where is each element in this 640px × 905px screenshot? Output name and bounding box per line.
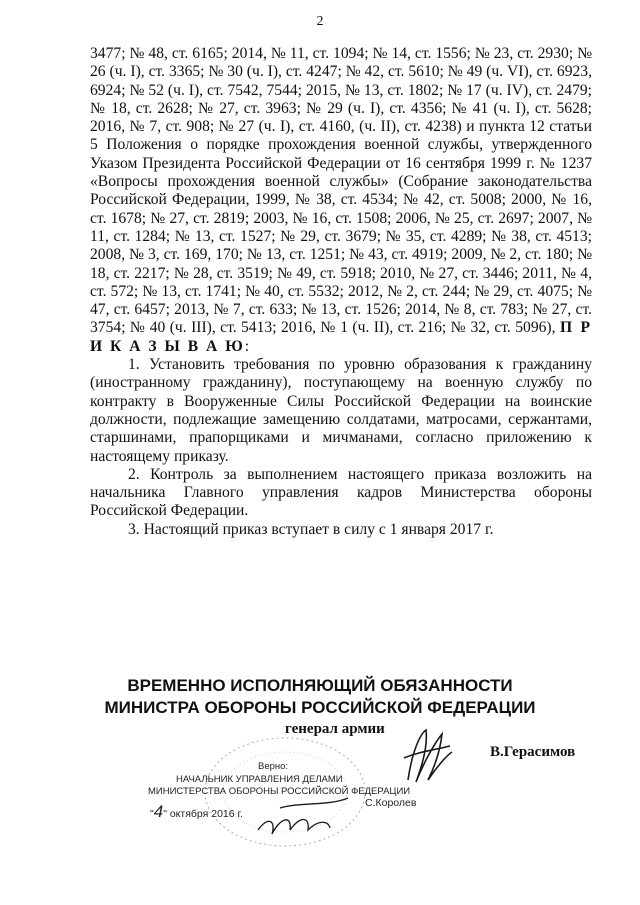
- certifier-position-line-1: НАЧАЛЬНИК УПРАВЛЕНИЯ ДЕЛАМИ: [176, 774, 343, 785]
- date-day-handwritten: 4: [153, 802, 164, 821]
- order-keyword: П Р И К А З Ы В А Ю: [90, 319, 592, 355]
- page-number: 2: [316, 14, 324, 29]
- signatory-title-line-2: МИНИСТРА ОБОРОНЫ РОССИЙСКОЙ ФЕДЕРАЦИИ: [104, 698, 536, 717]
- order-keyword-colon: :: [244, 337, 250, 355]
- legal-references-paragraph: [90, 45, 592, 356]
- signatory-name: В.Герасимов: [490, 744, 576, 760]
- certifier-position-line-2: МИНИСТЕРСТВА ОБОРОНЫ РОССИЙСКОЙ ФЕДЕРАЦИИ: [148, 786, 411, 797]
- legal-references-text: 3477; № 48, ст. 6165; 2014, № 11, ст. 1094; № 14, ст. 1556; № 23, ст. 2930; № 26 (ч. I), ст. 3365; № 30 (ч. I), ст. 4247; № 42, ст. 5610; № 49 (ч. VI), ст. 6923, 6924; № 52 (ч. I), ст. 7542, 7544; 2015, № 13, ст. 1802; № 17 (ч. IV), ст. 2479; № 18, ст. 2628; № 27, ст. 3963; № 29 (ч. I), ст. 4356; № 41 (ч. I), ст. 5628; 2016, № 7, ст. 908; № 27 (ч. I), ст. 4160, (ч. II), ст. 4238) и пункта 12 статьи 5 Положения о порядке прохождения военной службы, утвержденного Указом Президента Российской Федерации от 16 сентября 1999 г. № 1237 «Вопросы прохождения военной службы» (Собрание законодательства Российской Федерации, 1999, № 38, ст. 4534; № 42, ст. 5008; 2000, № 16, ст. 1678; № 27, ст. 2819; 2003, № 16, ст. 1508; 2006, № 25, ст. 2697; 2007, № 11, ст. 1284; № 13, ст. 1527; № 29, ст. 3679; № 35, ст. 4289; № 38, ст. 4513; 2008, № 3, ст. 169, 170; № 13, ст. 1251; № 43, ст. 4919; 2009, № 2, ст. 180; № 18, ст. 2217; № 28, ст. 3519; № 49, ст. 5918; 2010, № 27, ст. 3446; 2011, № 4, ст. 572; № 13, ст. 1741; № 40, ст. 5532; 2012, № 2, ст. 244; № 29, ст. 4075; № 47, ст. 6457; 2013, № 7, ст. 633; № 13, ст. 1526; 2014, № 8, ст. 783; № 27, ст. 3754; № 40 (ч. III), ст. 5413; 2016, № 1 (ч. II), ст. 216; № 32, ст. 5096),: [90, 45, 592, 337]
- date-open-quote: ": [150, 808, 154, 820]
- signatory-rank: генерал армии: [285, 721, 385, 737]
- document-body: [90, 45, 592, 539]
- order-item-1: 1. Установить требования по уровню образования к гражданину (иностранному гражданину), поступающему на военную службу по контракту в Вооруженные Силы Российской Федерации на воинские должности, подлежащие замещению солдатами, матросами, сержантами, старшинами, прапорщиками и мичманами, согласно приложению к настоящему приказу.: [90, 356, 592, 465]
- certifier-name: С.Королев: [365, 797, 417, 809]
- order-item-2: 2. Контроль за выполнением настоящего приказа возложить на начальника Главного управления кадров Министерства обороны Российской Федерации.: [90, 465, 592, 520]
- certification-verno: Верно:: [258, 761, 289, 772]
- certifier-handwritten-signature-icon: [250, 790, 360, 850]
- order-item-3: 3. Настоящий приказ вступает в силу с 1 января 2017 г.: [128, 520, 494, 538]
- date-month-year: " октября 2016 г.: [163, 808, 243, 820]
- certification-date: [150, 802, 243, 821]
- minister-handwritten-signature-icon: [398, 722, 458, 792]
- signatory-title-line-1: ВРЕМЕННО ИСПОЛНЯЮЩИЙ ОБЯЗАННОСТИ: [127, 676, 513, 695]
